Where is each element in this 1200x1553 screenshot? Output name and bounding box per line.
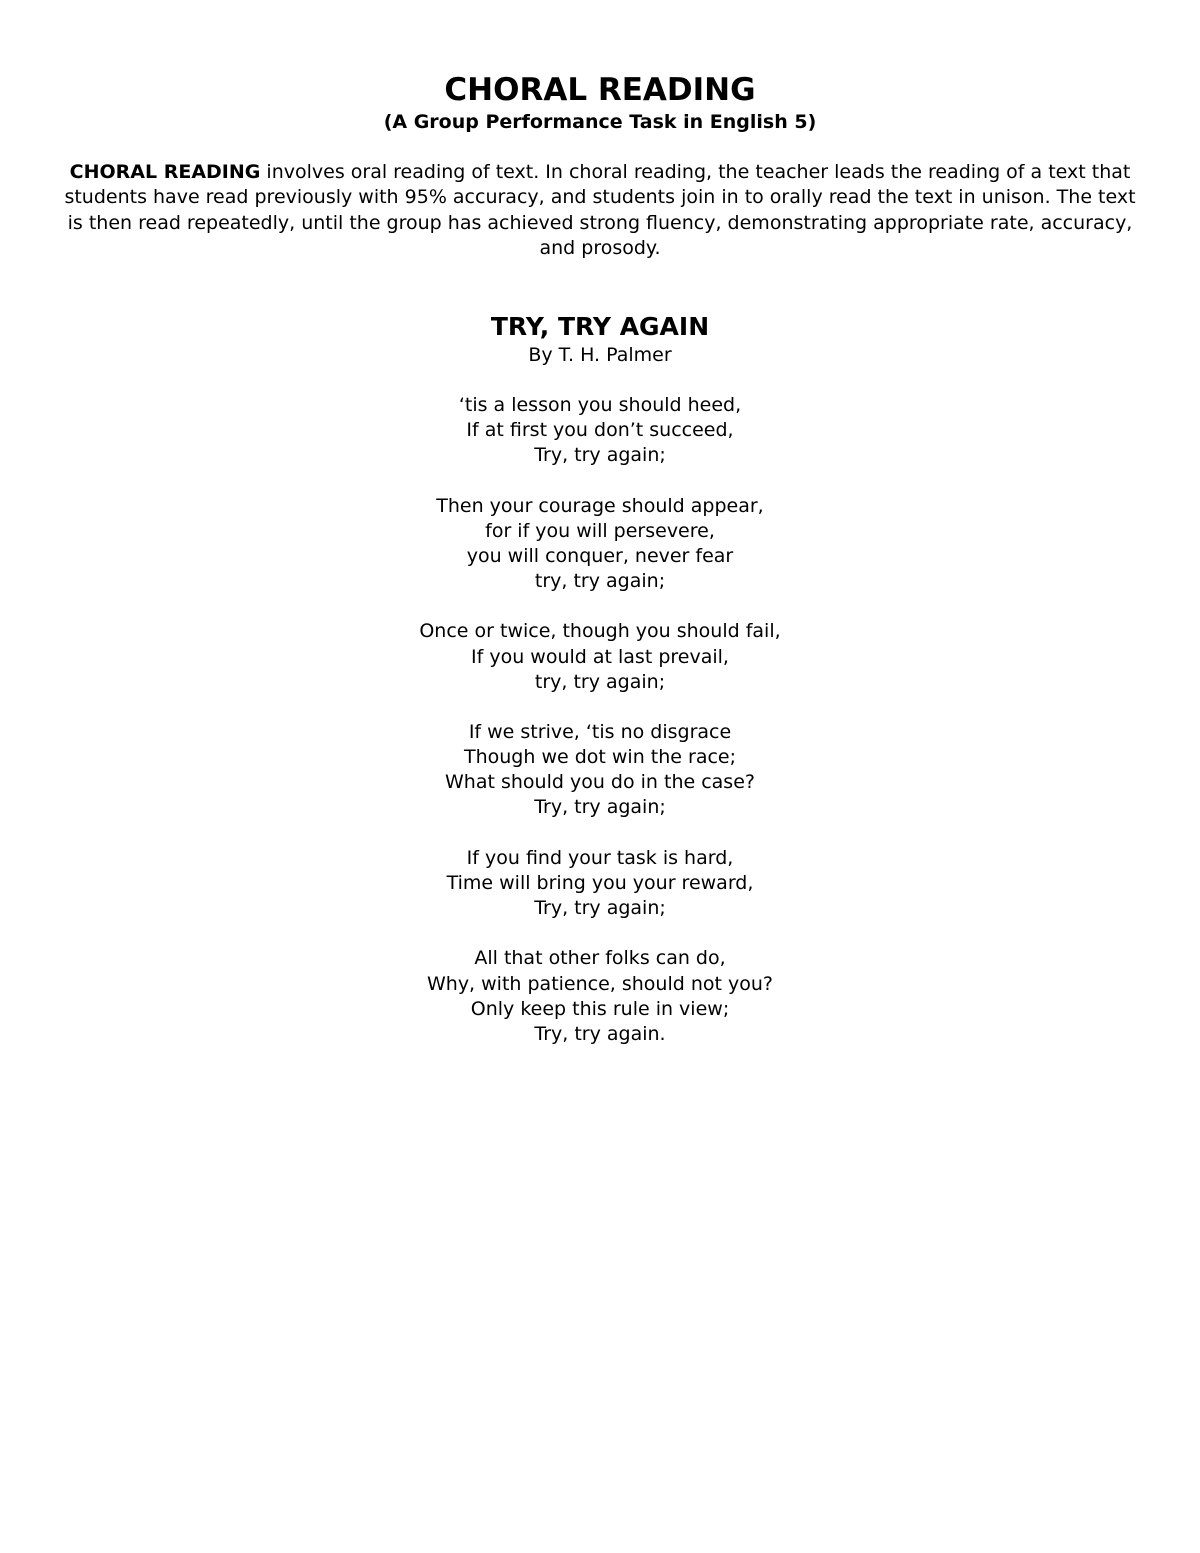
poem-line: Try, try again;: [534, 897, 666, 920]
poem-line: for if you will persevere,: [485, 519, 715, 542]
document-subtitle: (A Group Performance Task in English 5): [383, 111, 817, 133]
poem-line: ‘tis a lesson you should heed,: [458, 394, 742, 416]
poem-line: try, try again;: [534, 670, 666, 693]
poem-stanza: [0, 846, 1200, 921]
poem-line: Why, with patience, should not you?: [426, 972, 774, 995]
poem-line: What should you do in the case?: [445, 771, 755, 794]
poem-line: Only keep this rule in view;: [470, 997, 730, 1020]
poem-line: Then your courage should appear,: [436, 494, 764, 517]
poem-line: Try, try again;: [534, 796, 666, 819]
intro-paragraph: [60, 160, 1140, 261]
poem-line: If at first you don’t succeed,: [466, 419, 734, 442]
poem-line: Try, try again;: [534, 444, 666, 467]
poem-stanza: [0, 720, 1200, 821]
intro-term: CHORAL READING: [69, 161, 261, 183]
poem-stanza: [0, 619, 1200, 694]
poem-line: Though we dot win the race;: [463, 746, 736, 769]
poem-line: Try, try again.: [534, 1022, 666, 1045]
poem-stanza: [0, 494, 1200, 595]
poem-line: All that other folks can do,: [474, 947, 726, 970]
document-title: CHORAL READING: [444, 72, 756, 108]
poem-author: By T. H. Palmer: [528, 344, 672, 366]
poem-line: try, try again;: [534, 570, 666, 593]
poem-line: If you find your task is hard,: [466, 846, 734, 869]
poem-stanza: [0, 946, 1200, 1047]
poem-title: TRY, TRY AGAIN: [490, 312, 710, 341]
poem-body: [0, 393, 1200, 1072]
poem-line: If we strive, ‘tis no disgrace: [468, 720, 732, 743]
poem-line: Time will bring you your reward,: [446, 871, 754, 894]
poem-stanza: [0, 393, 1200, 468]
poem-line: you will conquer, never fear: [466, 544, 734, 567]
poem-line: If you would at last prevail,: [471, 645, 729, 668]
intro-text: involves oral reading of text. In choral reading, the teacher leads the reading of a text that students have read previously with 95% accuracy, and students join in to orally read the text in unison. The text is then read repeatedly, until the group has achieved strong fluency, demonstrating appropriate rate, accuracy, and prosody.: [64, 161, 1136, 259]
poem-line: Once or twice, though you should fail,: [419, 620, 781, 643]
